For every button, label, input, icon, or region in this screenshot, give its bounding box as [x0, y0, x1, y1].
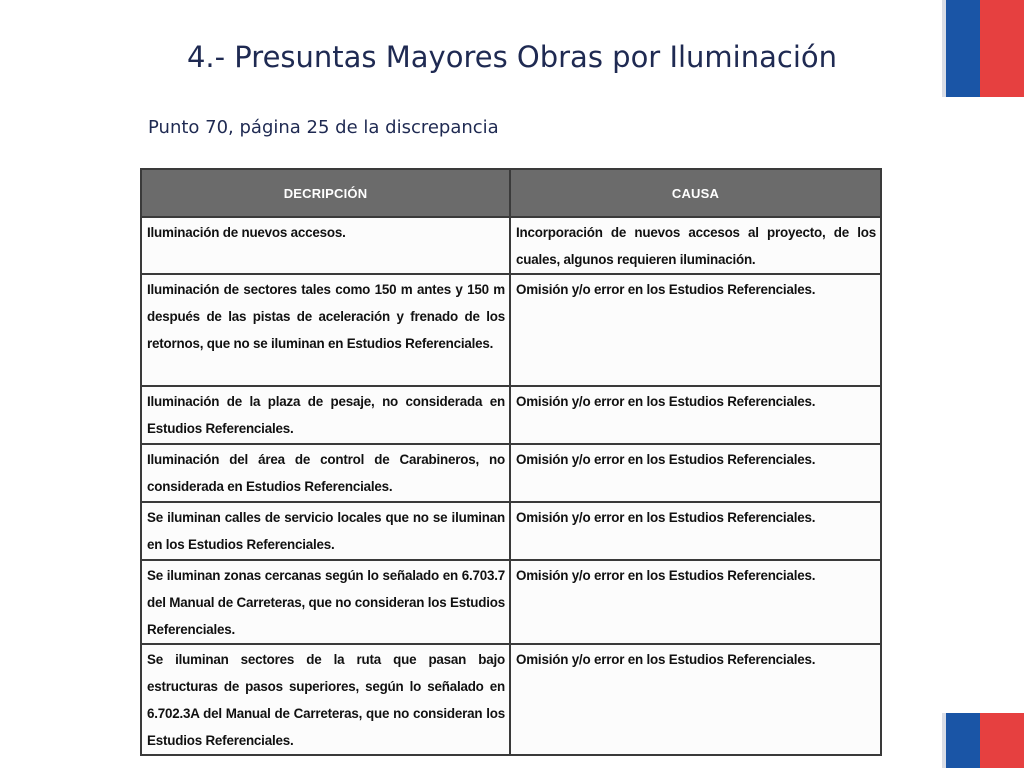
table-row — [141, 217, 881, 274]
cell-descripcion: Iluminación de nuevos accesos. — [141, 217, 510, 274]
cell-causa: Omisión y/o error en los Estudios Referenciales. — [510, 386, 881, 444]
table-row — [141, 502, 881, 560]
cell-causa: Omisión y/o error en los Estudios Referenciales. — [510, 644, 881, 755]
table-row — [141, 644, 881, 755]
flag-decoration-bottom — [942, 713, 1024, 768]
table-header-row — [141, 169, 881, 217]
cell-causa: Omisión y/o error en los Estudios Referenciales. — [510, 274, 881, 386]
slide-subtitle: Punto 70, página 25 de la discrepancia — [148, 117, 499, 138]
table-row — [141, 444, 881, 502]
flag-blue-stripe — [942, 713, 980, 768]
slide-title: 4.- Presuntas Mayores Obras por Iluminación — [186, 40, 838, 74]
header-causa: CAUSA — [510, 169, 881, 217]
table-row — [141, 386, 881, 444]
discrepancy-table — [140, 168, 882, 756]
flag-red-stripe — [980, 713, 1024, 768]
cell-causa: Incorporación de nuevos accesos al proyecto, de los cuales, algunos requieren iluminación. — [510, 217, 881, 274]
cell-causa: Omisión y/o error en los Estudios Referenciales. — [510, 444, 881, 502]
table-row — [141, 274, 881, 386]
cell-causa: Omisión y/o error en los Estudios Referenciales. — [510, 560, 881, 644]
header-descripcion: DECRIPCIÓN — [141, 169, 510, 217]
cell-descripcion: Iluminación de la plaza de pesaje, no considerada en Estudios Referenciales. — [141, 386, 510, 444]
table-row — [141, 560, 881, 644]
cell-descripcion: Iluminación de sectores tales como 150 m antes y 150 m después de las pistas de aceleración y frenado de los retornos, que no se iluminan en Estudios Referenciales. — [141, 274, 510, 386]
cell-descripcion: Se iluminan calles de servicio locales que no se iluminan en los Estudios Referenciales. — [141, 502, 510, 560]
cell-causa: Omisión y/o error en los Estudios Referenciales. — [510, 502, 881, 560]
cell-descripcion: Iluminación del área de control de Carabineros, no considerada en Estudios Referenciales. — [141, 444, 510, 502]
cell-descripcion: Se iluminan zonas cercanas según lo señalado en 6.703.7 del Manual de Carreteras, que no consideran los Estudios Referenciales. — [141, 560, 510, 644]
cell-descripcion: Se iluminan sectores de la ruta que pasan bajo estructuras de pasos superiores, según lo señalado en 6.702.3A del Manual de Carreteras, que no consideran los Estudios Referenciales. — [141, 644, 510, 755]
